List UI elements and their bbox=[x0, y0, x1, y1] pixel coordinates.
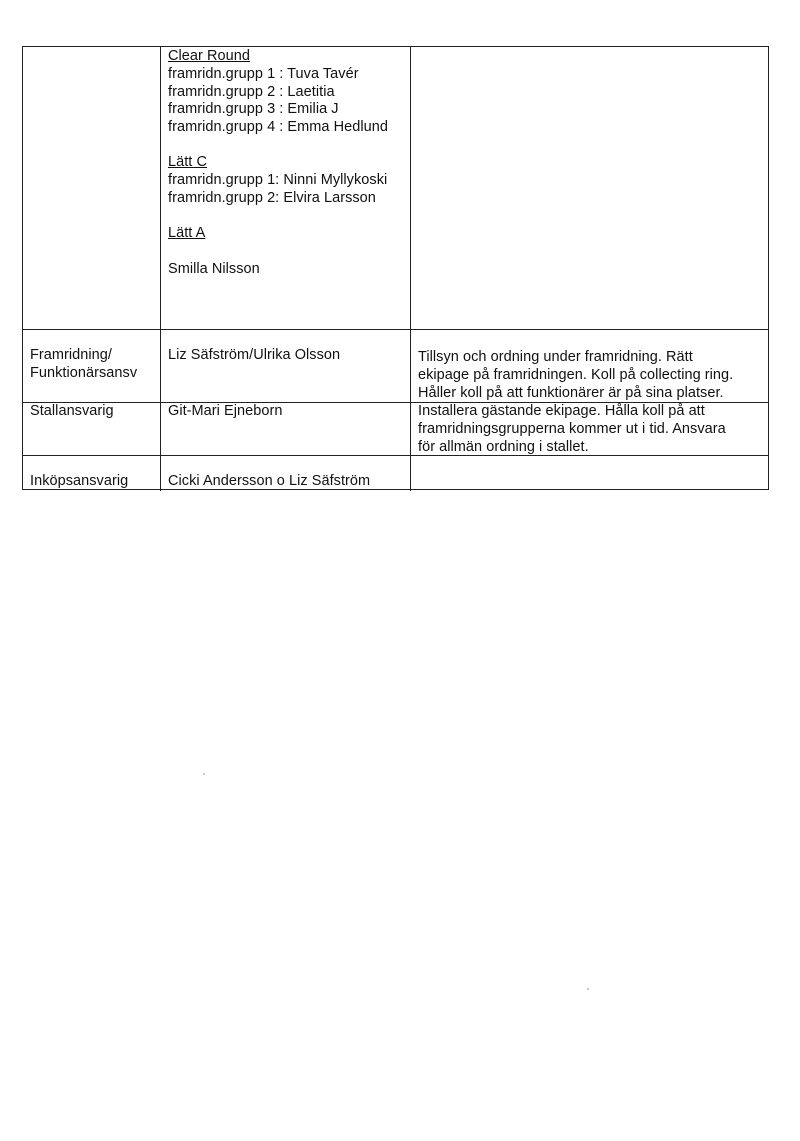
section-heading: Clear Round bbox=[168, 48, 250, 64]
scan-speck bbox=[203, 773, 205, 775]
section-latt-c bbox=[168, 154, 387, 207]
section-heading: Lätt A bbox=[168, 225, 206, 241]
schedule-table bbox=[22, 46, 769, 490]
person-name: Git-Mari Ejneborn bbox=[168, 403, 283, 419]
table-row bbox=[23, 456, 768, 491]
groups-cell bbox=[161, 47, 411, 329]
task-description: Installera gästande ekipage. Hålla koll på att framridningsgrupperna kommer ut i tid. Ansvara för allmän ordning i stallet. bbox=[418, 403, 726, 455]
task-cell bbox=[411, 456, 768, 491]
role-cell bbox=[23, 330, 161, 402]
group-line: framridn.grupp 3 : Emilia J bbox=[168, 101, 339, 118]
section-latt-a-lines bbox=[168, 261, 260, 279]
person-cell bbox=[161, 403, 411, 455]
group-line: framridn.grupp 1: Ninni Myllykoski bbox=[168, 171, 388, 188]
table-row bbox=[23, 330, 768, 403]
person-name: Cicki Andersson o Liz Säfström bbox=[168, 473, 371, 489]
task-cell bbox=[411, 47, 768, 329]
section-heading: Lätt C bbox=[168, 154, 207, 170]
role-label: Framridning/ Funktionärsansv bbox=[30, 347, 138, 381]
task-cell bbox=[411, 403, 768, 455]
role-label: Inköpsansvarig bbox=[30, 473, 129, 489]
section-latt-a bbox=[168, 225, 205, 243]
task-description: Tillsyn och ordning under framridning. Rätt ekipage på framridningen. Koll på collecting ring. Håller koll på att funktionärer är på sina platser. bbox=[418, 349, 734, 401]
task-cell bbox=[411, 330, 768, 402]
person-name: Liz Säfström/Ulrika Olsson bbox=[168, 347, 341, 363]
scan-speck bbox=[587, 988, 589, 990]
person-cell bbox=[161, 330, 411, 402]
role-cell bbox=[23, 403, 161, 455]
group-line: Smilla Nilsson bbox=[168, 261, 260, 277]
role-cell bbox=[23, 456, 161, 491]
group-line: framridn.grupp 2 : Laetitia bbox=[168, 83, 335, 100]
role-label: Stallansvarig bbox=[30, 403, 114, 419]
table-row-groups bbox=[23, 47, 768, 330]
section-clear-round bbox=[168, 48, 388, 137]
person-cell bbox=[161, 456, 411, 491]
table-row bbox=[23, 403, 768, 456]
group-line: framridn.grupp 4 : Emma Hedlund bbox=[168, 119, 388, 136]
group-line: framridn.grupp 1 : Tuva Tavér bbox=[168, 65, 359, 82]
group-line: framridn.grupp 2: Elvira Larsson bbox=[168, 189, 376, 206]
role-cell bbox=[23, 47, 161, 329]
